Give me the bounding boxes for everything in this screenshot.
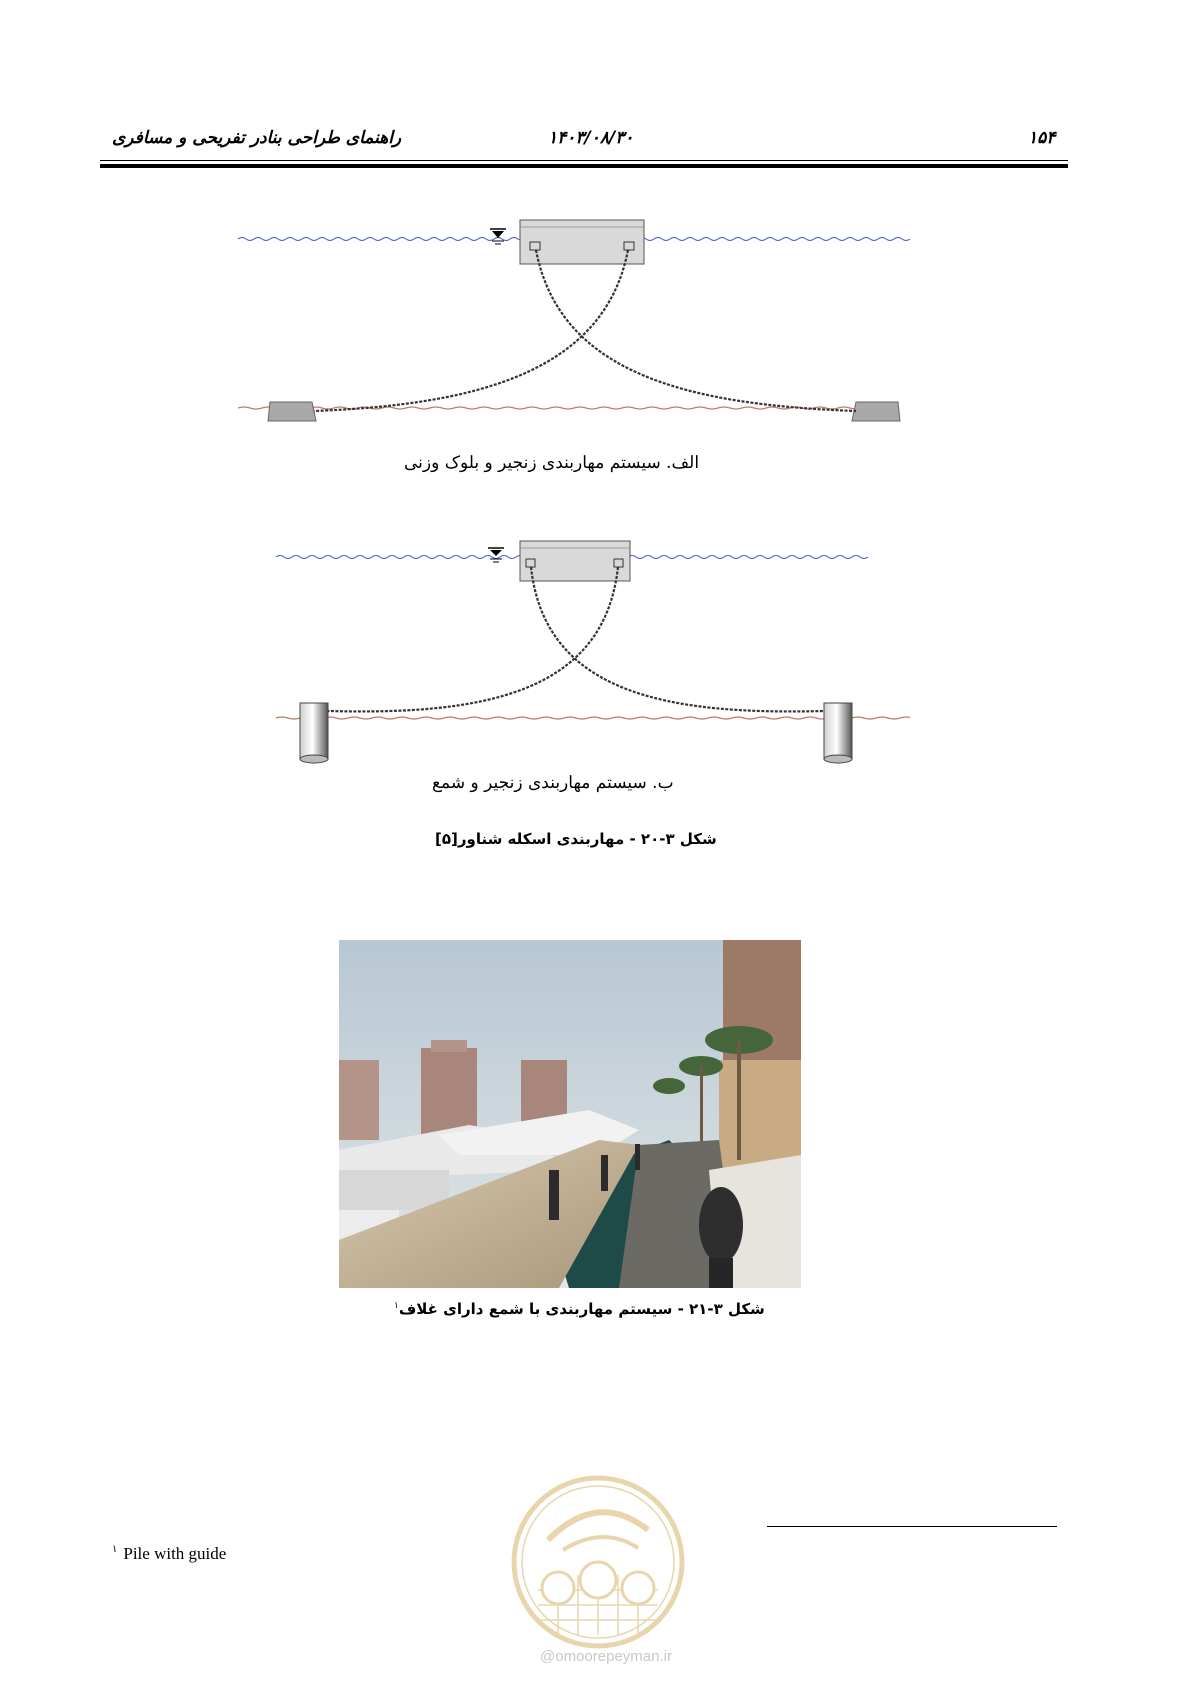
pile-right [824, 703, 852, 763]
page-number: ۱۵۴ [1028, 128, 1056, 148]
footnote-separator [767, 1526, 1057, 1527]
chain-left [531, 567, 824, 711]
weight-block-right [852, 402, 900, 421]
watermark-handle: @omoorepeyman.ir [540, 1648, 672, 1665]
diagram-chain-weight-block [230, 205, 950, 435]
weight-block-left [268, 402, 316, 421]
footnote-ref: ۱ [394, 1301, 399, 1311]
footnote-text: Pile with guide [123, 1544, 227, 1563]
header-book-title: راهنمای طراحی بنادر تفریحی و مسافری [112, 128, 402, 148]
footnote [112, 1544, 226, 1564]
chain-right [328, 567, 618, 711]
water-level-symbol [488, 548, 504, 562]
header-rule-thin [100, 160, 1068, 161]
figure-a-caption: الف. سیستم مهاربندی زنجیر و بلوک وزنی [404, 453, 700, 473]
water-level-symbol [490, 229, 506, 244]
marina-photo [339, 940, 801, 1288]
figure-21-caption-text: شکل ۳-۲۱ - سیستم مهاربندی با شمع دارای غلاف [398, 1300, 765, 1318]
seabed-line [238, 407, 874, 409]
pile-left [300, 703, 328, 763]
watermark-seal [508, 1470, 688, 1670]
figure-21-caption [394, 1300, 765, 1318]
header-rule-thick [100, 164, 1068, 168]
chain-right [314, 250, 628, 411]
diagram-chain-pile [270, 535, 910, 770]
figure-b-caption: ب. سیستم مهاربندی زنجیر و شمع [432, 773, 674, 793]
figure-20-caption: شکل ۳-۲۰ - مهاربندی اسکله شناور[۵] [435, 830, 717, 848]
header-date: ۱۴۰۳/۰۸/۳۰ [548, 128, 634, 148]
seabed-line [276, 717, 910, 719]
footnote-marker: ۱ [112, 1544, 118, 1556]
chain-left [536, 250, 856, 411]
